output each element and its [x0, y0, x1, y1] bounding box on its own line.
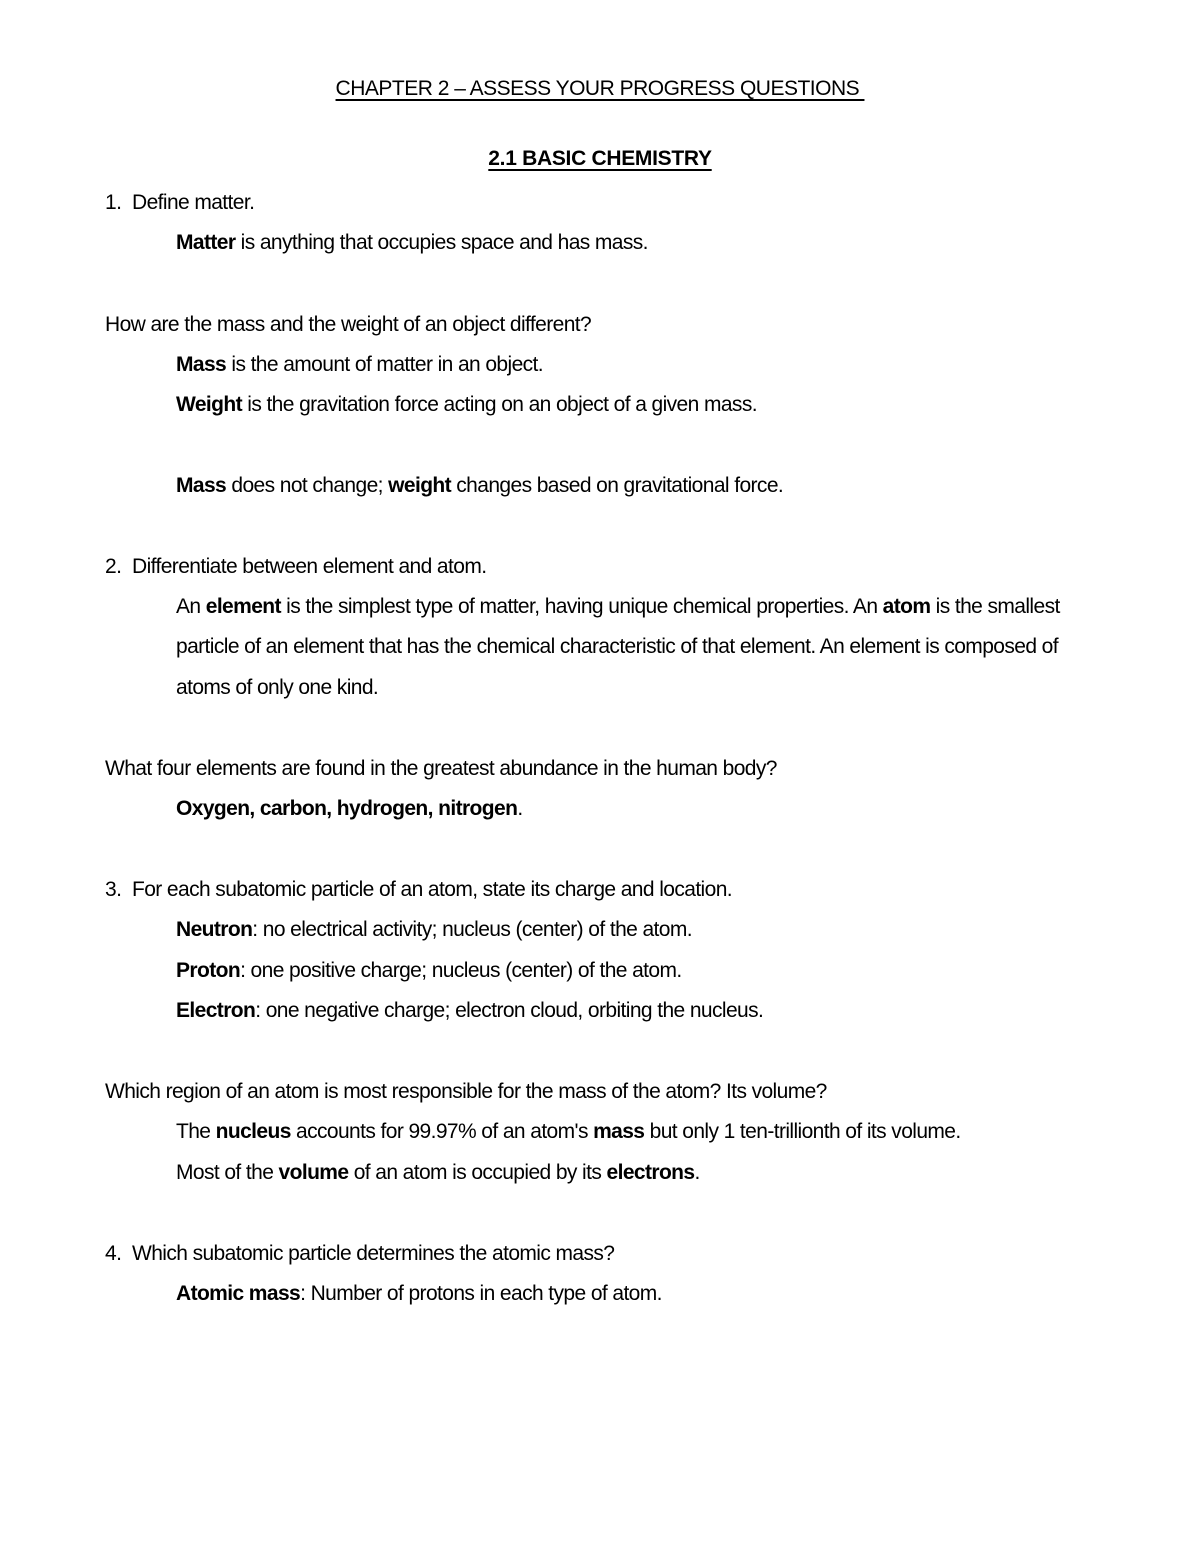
answer-electron: [176, 998, 763, 1024]
answer-term: Neutron: [176, 918, 253, 941]
answer-text: An: [176, 595, 206, 618]
answer-term: atom: [882, 595, 931, 618]
answer-text: but only 1 ten-trillionth of its volume.: [644, 1120, 961, 1143]
answer-term: element: [205, 595, 281, 618]
answer-term: Matter: [176, 231, 236, 254]
answer-term: Weight: [176, 393, 243, 416]
answer-text: is the amount of matter in an object.: [226, 353, 544, 376]
question-text: Which subatomic particle determines the atomic mass?: [132, 1242, 615, 1265]
answer-term: volume: [278, 1161, 349, 1184]
question-number: 1.: [105, 191, 122, 214]
document-title: CHAPTER 2 – ASSESS YOUR PROGRESS QUESTIONS: [335, 77, 865, 100]
answer-text: : Number of protons in each type of atom.: [300, 1282, 662, 1305]
answer-2b: [176, 796, 523, 822]
answer-2-line-2: particle of an element that has the chemical characteristic of that element. An element is composed of: [176, 635, 1058, 658]
answer-2-line-1: [176, 594, 1060, 620]
answer-text: is the simplest type of matter, having unique chemical properties. An: [280, 595, 883, 618]
answer-text: .: [517, 797, 523, 820]
answer-text: The: [176, 1120, 216, 1143]
question-4: [105, 1241, 614, 1267]
answer-weight: [176, 392, 757, 418]
answer-term: Proton: [176, 959, 241, 982]
answer-term: Oxygen, carbon, hydrogen, nitrogen: [176, 797, 518, 820]
answer-4: [176, 1281, 662, 1307]
section-heading: 2.1 BASIC CHEMISTRY: [488, 147, 712, 170]
answer-1: [176, 230, 648, 256]
answer-text: is the gravitation force acting on an object of a given mass.: [242, 393, 757, 416]
answer-term: Atomic mass: [176, 1282, 301, 1305]
answer-text: accounts for 99.97% of an atom's: [290, 1120, 594, 1143]
question-number: 3.: [105, 878, 122, 901]
question-number: 4.: [105, 1242, 122, 1265]
question-1: [105, 190, 254, 216]
answer-text: of an atom is occupied by its: [348, 1161, 607, 1184]
question-2: [105, 554, 486, 580]
answer-mass: [176, 352, 543, 378]
answer-mass-weight-summary: [176, 473, 783, 499]
answer-neutron: [176, 917, 692, 943]
answer-term: nucleus: [215, 1120, 291, 1143]
answer-text: is anything that occupies space and has mass.: [235, 231, 648, 254]
answer-term: mass: [593, 1120, 645, 1143]
answer-text: : one negative charge; electron cloud, orbiting the nucleus.: [255, 999, 764, 1022]
question-text: Differentiate between element and atom.: [132, 555, 487, 578]
answer-text: is the smallest: [930, 595, 1060, 618]
question-number: 2.: [105, 555, 122, 578]
answer-3b-line-1: [176, 1119, 961, 1145]
answer-term: Mass: [176, 353, 227, 376]
answer-term: weight: [388, 474, 452, 497]
answer-text: : one positive charge; nucleus (center) of the atom.: [240, 959, 682, 982]
answer-text: .: [694, 1161, 700, 1184]
question-2b: What four elements are found in the greatest abundance in the human body?: [105, 757, 777, 780]
question-1b: How are the mass and the weight of an object different?: [105, 313, 592, 336]
answer-text: : no electrical activity; nucleus (center) of the atom.: [252, 918, 693, 941]
question-text: Define matter.: [132, 191, 255, 214]
answer-text: Most of the: [176, 1161, 279, 1184]
answer-proton: [176, 958, 682, 984]
answer-text: changes based on gravitational force.: [451, 474, 784, 497]
answer-term: electrons: [606, 1161, 695, 1184]
answer-2-line-3: atoms of only one kind.: [176, 676, 379, 699]
question-3b: Which region of an atom is most responsible for the mass of the atom? Its volume?: [105, 1080, 827, 1103]
answer-3b-line-2: [176, 1160, 700, 1186]
answer-term: Mass: [176, 474, 227, 497]
question-3: [105, 877, 732, 903]
question-text: For each subatomic particle of an atom, state its charge and location.: [132, 878, 733, 901]
answer-term: Electron: [176, 999, 256, 1022]
answer-text: does not change;: [226, 474, 389, 497]
